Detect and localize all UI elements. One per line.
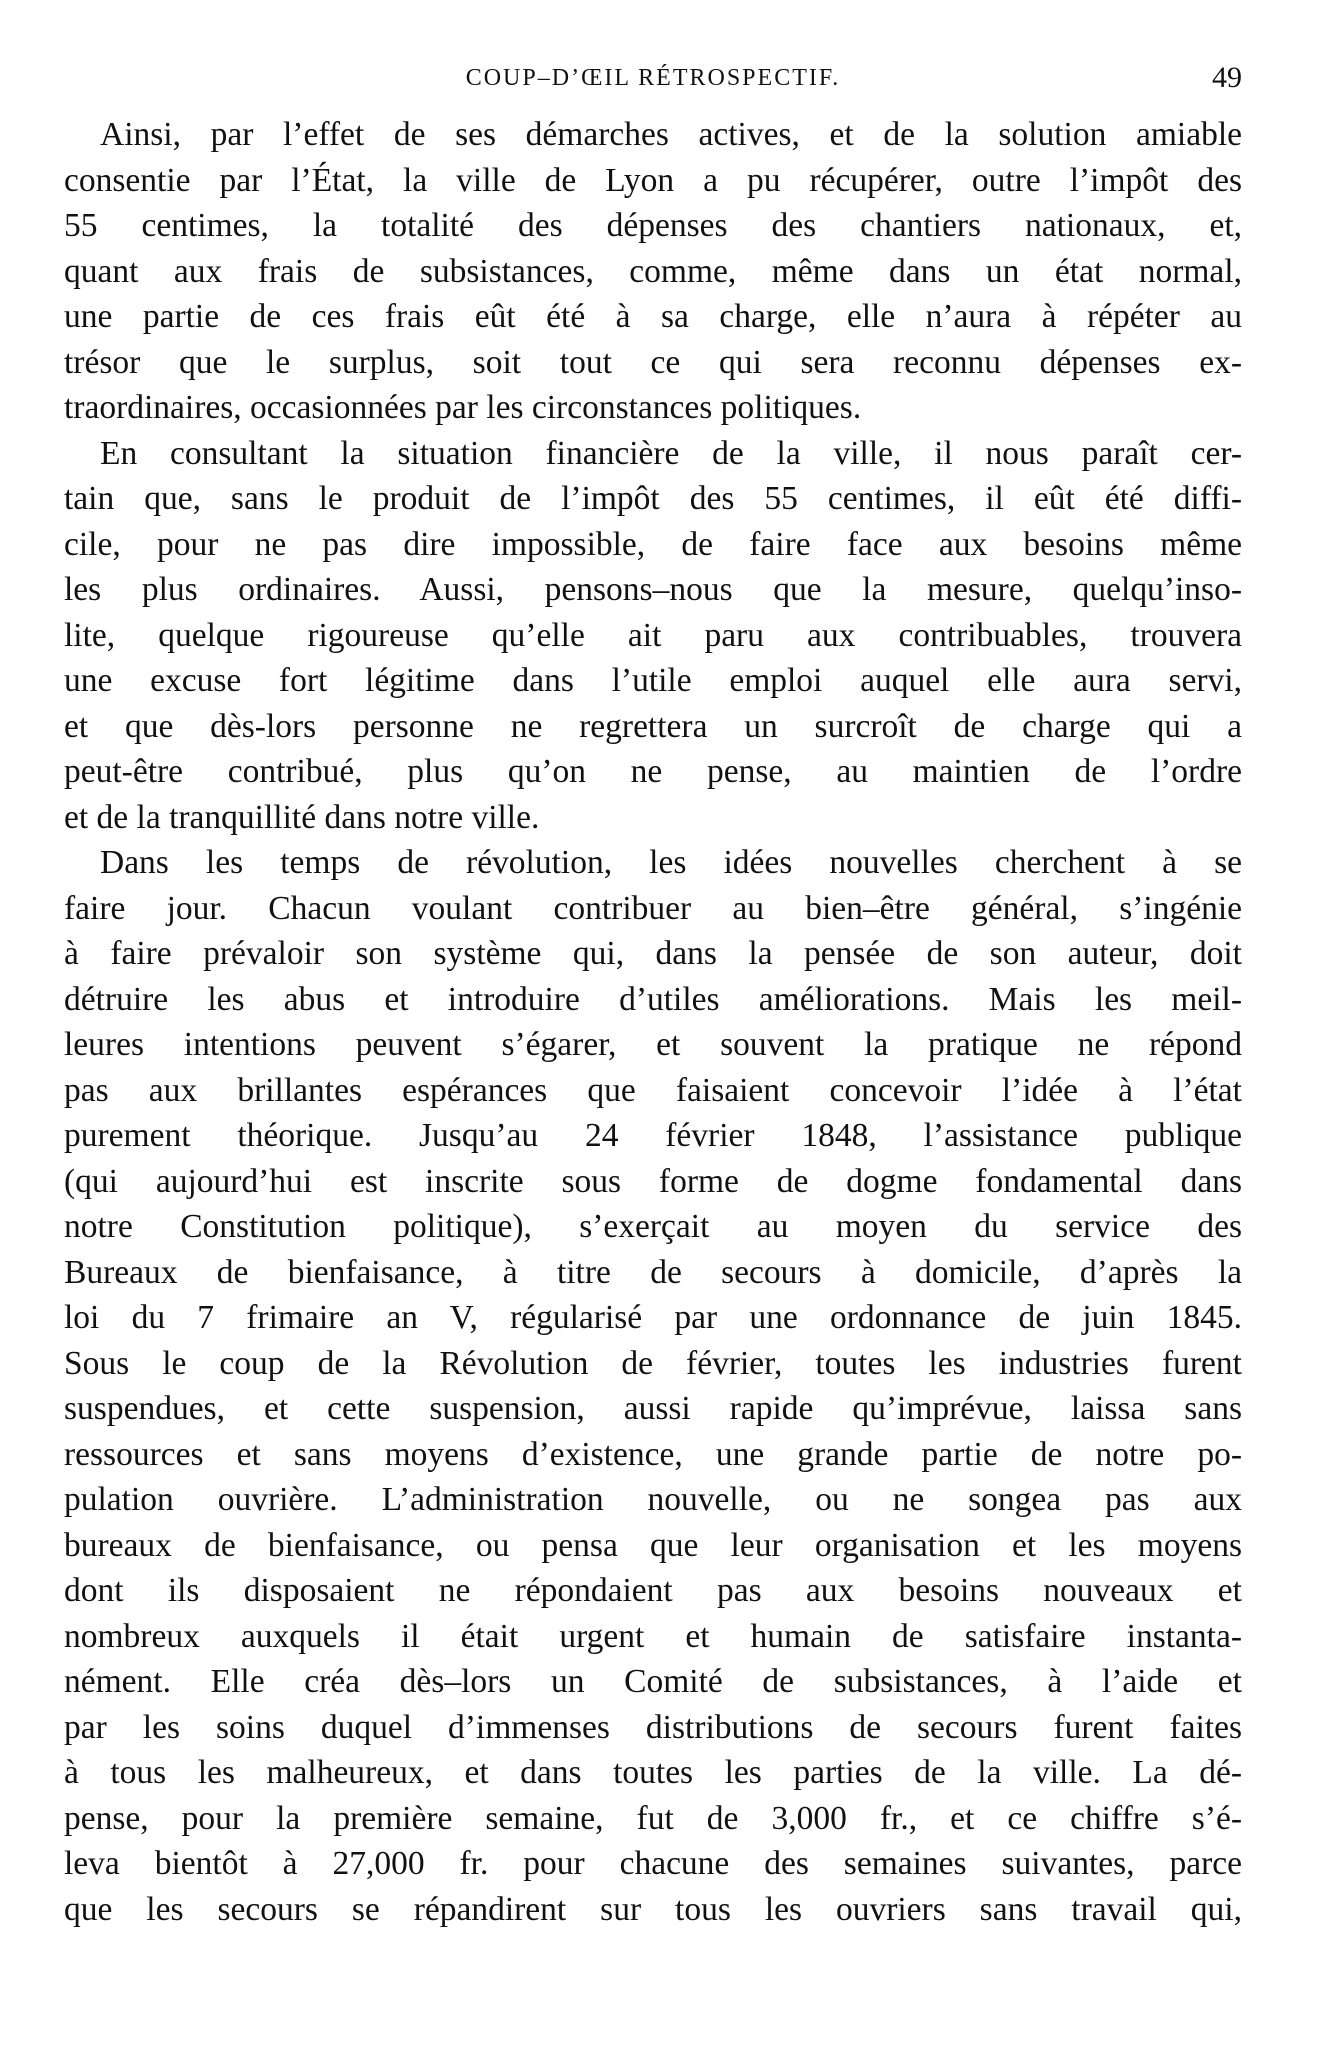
text-line: purement théorique. Jusqu’au 24 février 1848, l’assistance publique	[64, 1117, 1242, 1154]
text-line: une excuse fort légitime dans l’utile emploi auquel elle aura servi,	[64, 662, 1242, 699]
running-head	[64, 58, 1242, 98]
text-line: nément. Elle créa dès–lors un Comité de subsistances, à l’aide et	[64, 1663, 1242, 1700]
text-line: trésor que le surplus, soit tout ce qui sera reconnu dépenses ex-	[64, 343, 1242, 381]
text-line: leures intentions peuvent s’égarer, et souvent la pratique ne répond	[64, 1026, 1242, 1063]
text-line: et de la tranquillité dans notre ville.	[64, 798, 540, 836]
text-line: (qui aujourd’hui est inscrite sous forme de dogme fondamental dans	[64, 1162, 1242, 1200]
text-line: à faire prévaloir son système qui, dans la pensée de son auteur, doit	[64, 935, 1242, 972]
text-line: et que dès-lors personne ne regrettera un surcroît de charge qui a	[64, 707, 1242, 745]
text-line: pas aux brillantes espérances que faisaient concevoir l’idée à l’état	[64, 1071, 1242, 1109]
text-line: que les secours se répandirent sur tous les ouvriers sans travail qui,	[64, 1890, 1242, 1928]
text-line: nombreux auxquels il était urgent et humain de satisfaire instanta-	[64, 1617, 1242, 1655]
page-number: 49	[1212, 61, 1242, 94]
text-line: détruire les abus et introduire d’utiles améliorations. Mais les meil-	[64, 980, 1242, 1018]
text-line: suspendues, et cette suspension, aussi rapide qu’imprévue, laissa sans	[64, 1390, 1242, 1427]
text-line: peut-être contribué, plus qu’on ne pense, au maintien de l’ordre	[64, 753, 1242, 790]
text-line: lite, quelque rigoureuse qu’elle ait paru aux contribuables, trouvera	[64, 616, 1242, 654]
text-line: En consultant la situation financière de la ville, il nous paraît cer-	[100, 434, 1242, 472]
text-line: à tous les malheureux, et dans toutes les parties de la ville. La dé-	[64, 1754, 1242, 1791]
text-line: notre Constitution politique), s’exerçait au moyen du service des	[64, 1208, 1242, 1245]
text-line: les plus ordinaires. Aussi, pensons–nous que la mesure, quelqu’inso-	[64, 571, 1242, 608]
text-line: par les soins duquel d’immenses distributions de secours furent faites	[64, 1708, 1242, 1746]
text-line: leva bientôt à 27,000 fr. pour chacune des semaines suivantes, parce	[64, 1845, 1242, 1882]
text-line: Dans les temps de révolution, les idées nouvelles cherchent à se	[100, 844, 1242, 881]
text-line: dont ils disposaient ne répondaient pas aux besoins nouveaux et	[64, 1572, 1242, 1609]
text-line: pense, pour la première semaine, fut de 3,000 fr., et ce chiffre s’é-	[64, 1799, 1242, 1837]
text-line: 55 centimes, la totalité des dépenses des chantiers nationaux, et,	[64, 207, 1242, 244]
text-line: tain que, sans le produit de l’impôt des 55 centimes, il eût été diffi-	[64, 480, 1242, 517]
text-line: loi du 7 frimaire an V, régularisé par une ordonnance de juin 1845.	[64, 1299, 1242, 1336]
text-line: Sous le coup de la Révolution de février, toutes les industries furent	[64, 1344, 1242, 1382]
text-line: traordinaires, occasionnées par les circonstances politiques.	[64, 389, 862, 426]
text-line: pulation ouvrière. L’administration nouvelle, ou ne songea pas aux	[64, 1481, 1242, 1518]
text-line: ressources et sans moyens d’existence, une grande partie de notre po-	[64, 1435, 1242, 1473]
text-line: Bureaux de bienfaisance, à titre de secours à domicile, d’après la	[64, 1253, 1242, 1291]
text-line: bureaux de bienfaisance, ou pensa que leur organisation et les moyens	[64, 1526, 1242, 1564]
running-title: COUP–D’ŒIL RÉTROSPECTIF.	[465, 65, 841, 91]
text-line: quant aux frais de subsistances, comme, même dans un état normal,	[64, 252, 1242, 290]
text-line: consentie par l’État, la ville de Lyon a pu récupérer, outre l’impôt des	[64, 161, 1242, 199]
text-line: Ainsi, par l’effet de ses démarches actives, et de la solution amiable	[100, 116, 1242, 153]
text-line: faire jour. Chacun voulant contribuer au bien–être général, s’ingénie	[64, 889, 1242, 927]
body-text	[64, 112, 1242, 1932]
text-line: cile, pour ne pas dire impossible, de faire face aux besoins même	[64, 525, 1242, 563]
text-line: une partie de ces frais eût été à sa charge, elle n’aura à répéter au	[64, 298, 1242, 335]
